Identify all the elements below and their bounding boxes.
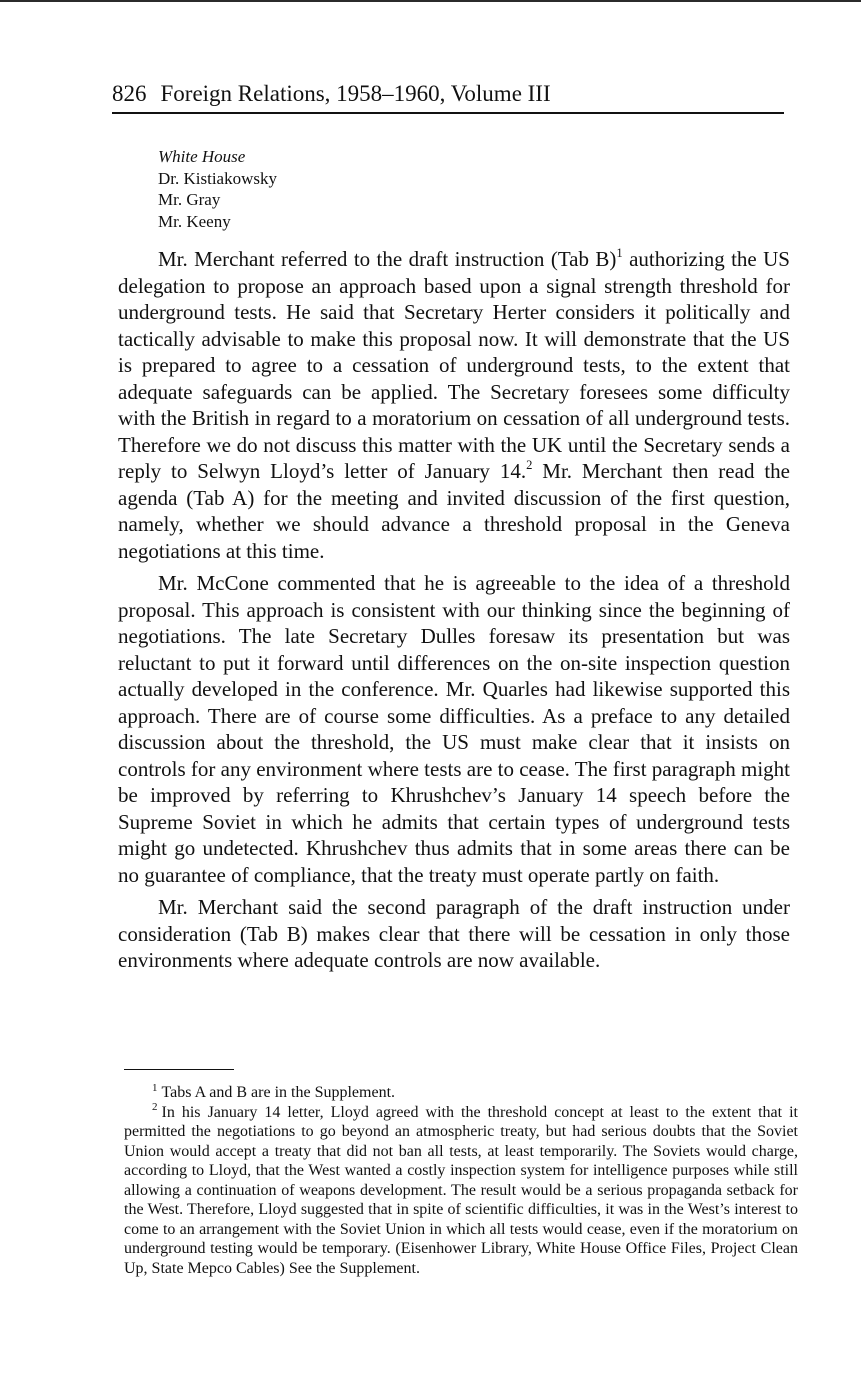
page-number: 826: [112, 81, 147, 106]
attendee-group-heading: White House: [158, 147, 246, 166]
attendee-name: Dr. Kistiakowsky: [158, 168, 277, 188]
scan-top-edge: [0, 0, 861, 2]
footnote-ref[interactable]: 2: [526, 457, 533, 472]
paragraph: Mr. McCone commented that he is agreeable to the idea of a threshold proposal. This approach is consistent with our thinking since the beginning of negotiations. The late Secretary Dulles foresaw its presentation but was reluctant to put it forward until differences on the on-site inspection question actually developed in the conference. Mr. Quarles had likewise supported this approach. There are of course some difficulties. As a preface to any detailed discussion about the threshold, the US must make clear that it insists on controls for any environment where tests are to cease. The first paragraph might be improved by referring to Khrushchev’s January 14 speech before the Supreme Soviet in which he admits that certain types of underground tests might go undetected. Khrushchev thus admits that in some areas there can be no guarantee of compliance, that the treaty must operate partly on faith.: [118, 571, 790, 887]
footnote-text: In his January 14 letter, Lloyd agreed with the threshold concept at least to the extent that it permitted the negotiations to go beyond an atmospheric treaty, but had serious doubts that the Soviet Union would accept a treaty that did not ban all tests, at least temporarily. The Soviets would charge, according to Lloyd, that the West wanted a costly inspection system for intelligence purposes while still allowing a continuation of weapons development. The result would be a serious propaganda setback for the West. Therefore, Lloyd suggested that in spite of scientific difficulties, it was in the West’s interest to come to an arrangement with the Soviet Union in which all tests would cease, even if the moratorium on underground testing would be temporary. (Eisenhower Library, White House Office Files, Project Clean Up, State Mepco Cables) See the Supplement.: [124, 1103, 798, 1277]
footnote-separator: [124, 1069, 234, 1070]
paragraph: [118, 246, 790, 564]
paragraph-text: Mr. Merchant referred to the draft instruction (Tab B): [158, 247, 617, 271]
attendee-name: Mr. Keeny: [158, 211, 231, 231]
footnote-ref[interactable]: 1: [616, 245, 623, 260]
book-title: Foreign Relations, 1958–1960, Volume III: [160, 81, 551, 106]
footnote: [124, 1103, 798, 1279]
attendee-list: [158, 146, 277, 232]
footnote-mark: 2: [152, 1101, 158, 1114]
footnote: [124, 1083, 798, 1103]
running-head: [112, 80, 784, 114]
body-text: [118, 246, 790, 980]
footnotes: [124, 1083, 798, 1278]
attendee-name: Mr. Gray: [158, 190, 221, 209]
paragraph: Mr. Merchant said the second paragraph of the draft instruction under consideration (Tab B) makes clear that there will be cessation in only those environments where adequate controls are now available.: [118, 895, 790, 972]
footnote-text: Tabs A and B are in the Supplement.: [161, 1084, 396, 1101]
paragraph-text: Mr. Merchant then read the agenda (Tab A) for the meeting and invited discussion of the first question, namely, whether we should advance a threshold proposal in the Geneva negotiations at this time.: [118, 459, 790, 563]
paragraph-text: authorizing the US delegation to propose an approach based upon a signal strength threshold for underground tests. He said that Secretary Herter considers it politically and tactically advisable to make this proposal now. It will demonstrate that the US is prepared to agree to a cessation of underground tests, to the extent that adequate safeguards can be applied. The Secretary foresees some difficulty with the British in regard to a moratorium on cessation of all underground tests. Therefore we do not discuss this matter with the UK until the Secretary sends a reply to Selwyn Lloyd’s letter of January 14.: [118, 247, 790, 483]
footnote-mark: 1: [152, 1081, 158, 1094]
